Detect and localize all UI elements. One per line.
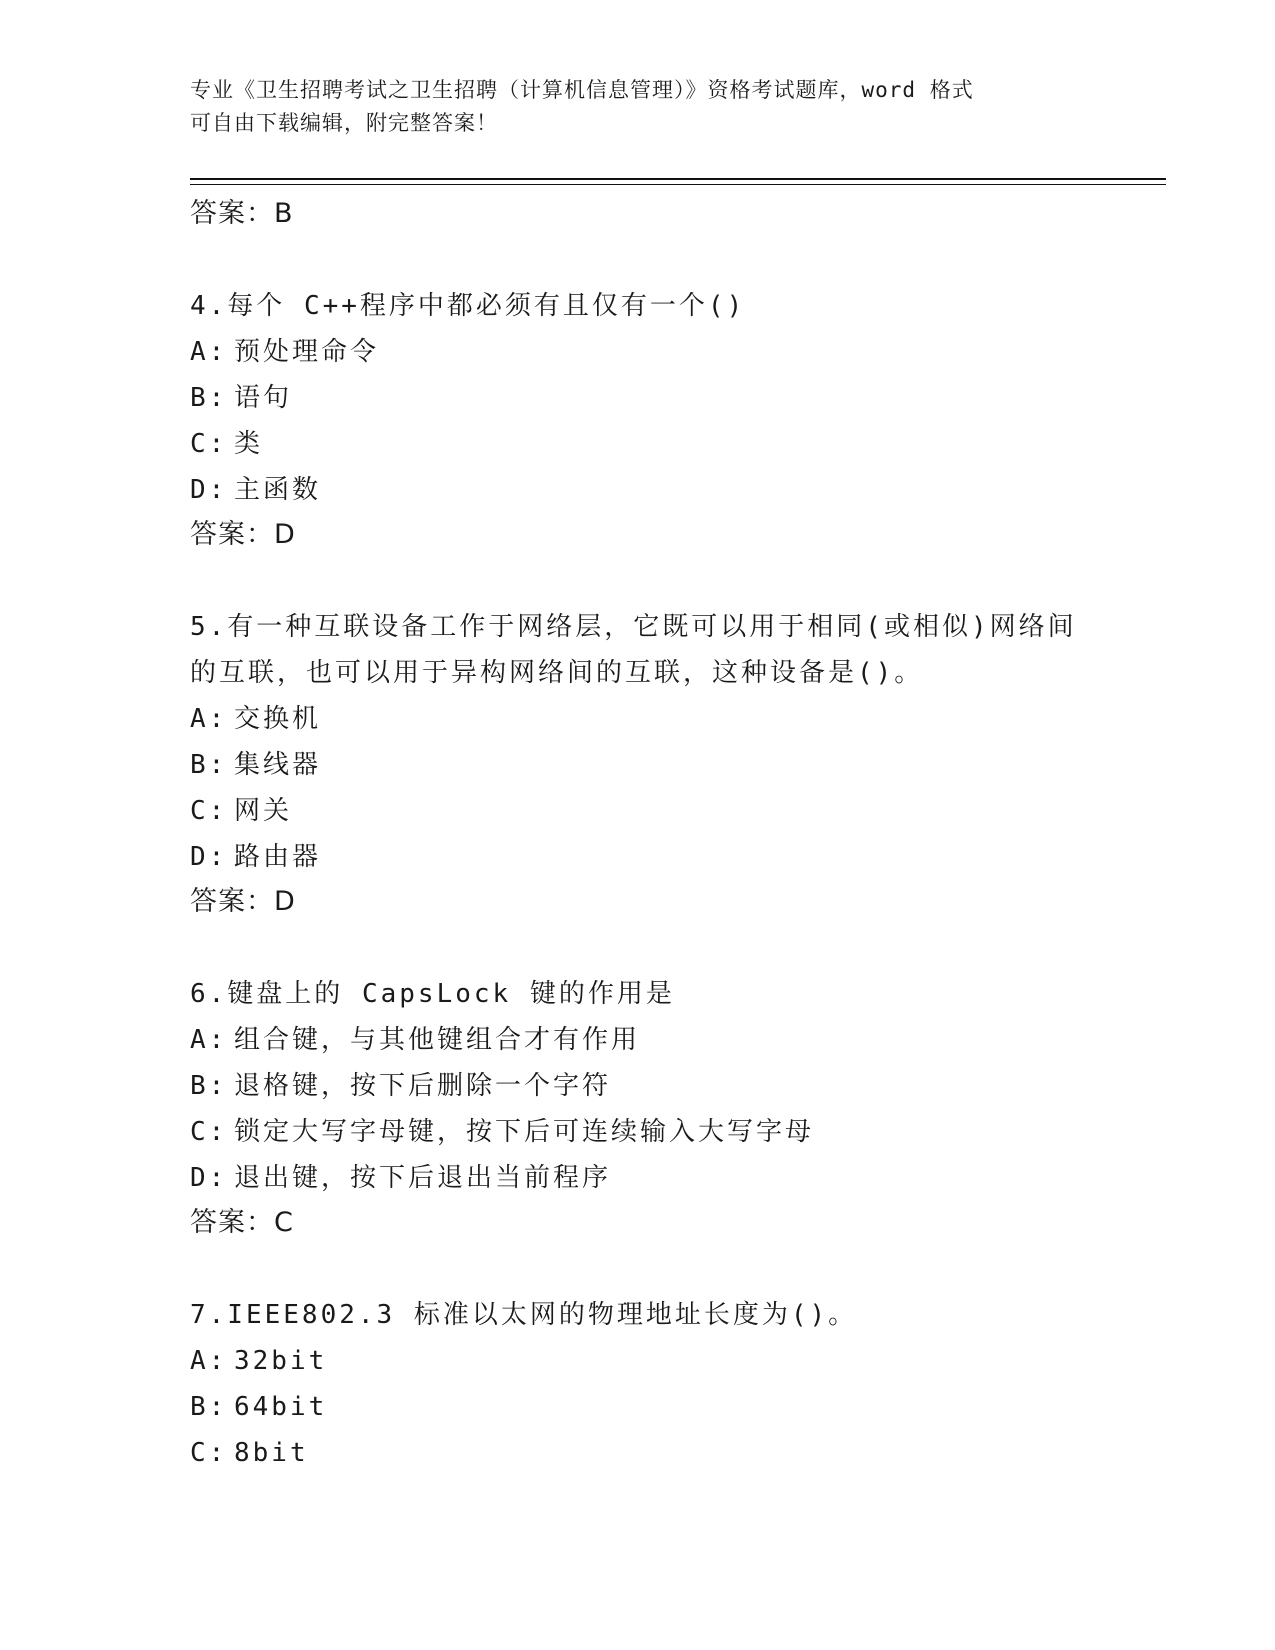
option-item xyxy=(190,788,1130,834)
question-text: 6.键盘上的 CapsLock 键的作用是 xyxy=(190,979,675,1009)
header-rule-thin xyxy=(190,184,1166,185)
option-letter: D: xyxy=(190,1163,228,1193)
question-block xyxy=(190,1292,1130,1476)
option-letter: A: xyxy=(190,337,228,367)
option-item xyxy=(190,1063,1130,1109)
option-letter: B: xyxy=(190,1392,228,1422)
option-item xyxy=(190,467,1130,513)
option-item xyxy=(190,329,1130,375)
question-text: 5.有一种互联设备工作于网络层，它既可以用于相同(或相似)网络间 xyxy=(190,612,1077,642)
option-text: 交换机 xyxy=(234,704,322,734)
header-line-1: 专业《卫生招聘考试之卫生招聘（计算机信息管理）》资格考试题库，word 格式 xyxy=(190,78,974,102)
option-text: 锁定大写字母键，按下后可连续输入大写字母 xyxy=(234,1117,815,1147)
option-letter: D: xyxy=(190,842,228,872)
option-item xyxy=(190,375,1130,421)
answer-label: 答案：C xyxy=(190,1207,294,1238)
option-text: 退格键，按下后删除一个字符 xyxy=(234,1071,612,1101)
option-letter: C: xyxy=(190,796,228,826)
option-letter: C: xyxy=(190,1117,228,1147)
question-block xyxy=(190,971,1130,1245)
question-block xyxy=(190,604,1130,924)
option-item xyxy=(190,421,1130,467)
answer-label: 答案：D xyxy=(190,886,296,917)
header-rule xyxy=(190,178,1166,180)
question-list xyxy=(190,192,1130,1476)
option-item xyxy=(190,1109,1130,1155)
question-text: 的互联，也可以用于异构网络间的互联，这种设备是()。 xyxy=(190,658,924,688)
option-text: 集线器 xyxy=(234,750,322,780)
option-letter: B: xyxy=(190,383,228,413)
option-item xyxy=(190,834,1130,880)
document-header xyxy=(190,74,1090,140)
option-text: 主函数 xyxy=(234,475,322,505)
option-item xyxy=(190,1338,1130,1384)
option-item xyxy=(190,1017,1130,1063)
option-text: 语句 xyxy=(234,383,293,413)
option-letter: C: xyxy=(190,1438,228,1468)
option-text: 64bit xyxy=(234,1392,328,1422)
option-text: 网关 xyxy=(234,796,293,826)
option-item xyxy=(190,1430,1130,1476)
questions-container xyxy=(190,283,1130,1476)
option-text: 预处理命令 xyxy=(234,337,380,367)
option-text: 8bit xyxy=(234,1438,309,1468)
answer-label: 答案：D xyxy=(190,519,296,550)
option-letter: B: xyxy=(190,1071,228,1101)
option-text: 组合键，与其他键组合才有作用 xyxy=(234,1025,641,1055)
option-text: 路由器 xyxy=(234,842,322,872)
option-letter: D: xyxy=(190,475,228,505)
option-text: 类 xyxy=(234,429,264,459)
option-item xyxy=(190,742,1130,788)
question-text: 4.每个 C++程序中都必须有且仅有一个() xyxy=(190,291,746,321)
question-block xyxy=(190,283,1130,557)
option-letter: A: xyxy=(190,1346,228,1376)
option-letter: C: xyxy=(190,429,228,459)
option-letter: B: xyxy=(190,750,228,780)
option-text: 退出键，按下后退出当前程序 xyxy=(234,1163,612,1193)
option-item xyxy=(190,1155,1130,1201)
option-text: 32bit xyxy=(234,1346,328,1376)
option-letter: A: xyxy=(190,704,228,734)
header-line-2: 可自由下载编辑，附完整答案！ xyxy=(190,111,498,135)
option-letter: A: xyxy=(190,1025,228,1055)
answer-label: 答案：B xyxy=(190,198,294,229)
option-item xyxy=(190,696,1130,742)
question-text: 7.IEEE802.3 标准以太网的物理地址长度为()。 xyxy=(190,1300,858,1330)
option-item xyxy=(190,1384,1130,1430)
